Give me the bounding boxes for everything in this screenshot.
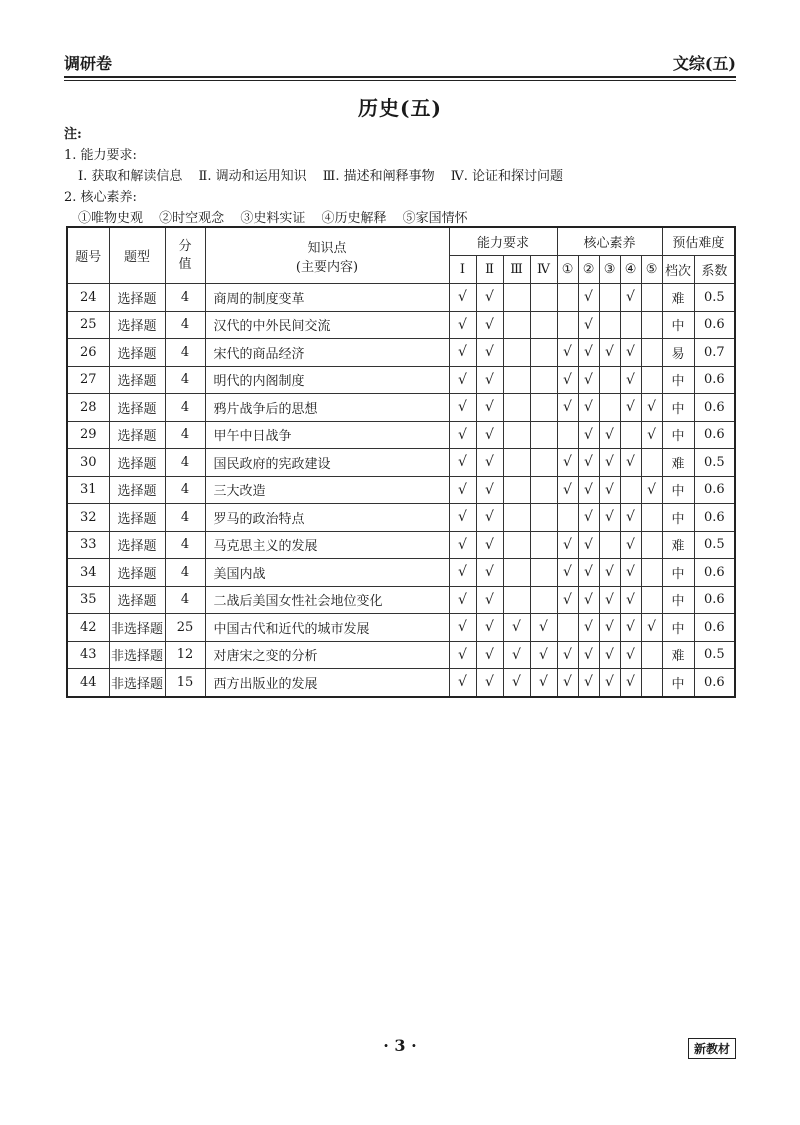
cell-number: 34: [67, 559, 109, 587]
cell-number: 44: [67, 669, 109, 697]
cell-ability-3: [503, 476, 530, 504]
cell-score: 4: [165, 449, 205, 477]
cell-type: 选择题: [109, 339, 165, 367]
cell-coef: 0.6: [694, 311, 735, 339]
cell-ability-3: [503, 339, 530, 367]
cell-type: 选择题: [109, 476, 165, 504]
col-literacy-1: ①: [557, 256, 578, 284]
cell-literacy-5: [641, 559, 662, 587]
col-score: [165, 227, 205, 284]
cell-ability-3: [503, 421, 530, 449]
cell-type: 选择题: [109, 311, 165, 339]
cell-literacy-4: [620, 476, 641, 504]
cell-ability-1: √: [449, 559, 476, 587]
cell-ability-2: √: [476, 614, 503, 642]
cell-score: 12: [165, 641, 205, 669]
cell-literacy-5: [641, 366, 662, 394]
cell-number: 27: [67, 366, 109, 394]
literacy-item: ②时空观念: [159, 211, 225, 226]
cell-ability-4: [530, 311, 557, 339]
cell-ability-1: √: [449, 669, 476, 697]
cell-literacy-5: [641, 311, 662, 339]
cell-ability-2: √: [476, 421, 503, 449]
cell-literacy-5: [641, 641, 662, 669]
cell-level: 中: [662, 504, 694, 532]
cell-topic: 明代的内阁制度: [205, 366, 449, 394]
cell-score: 4: [165, 339, 205, 367]
cell-topic: 甲午中日战争: [205, 421, 449, 449]
cell-literacy-2: √: [578, 366, 599, 394]
cell-ability-2: √: [476, 504, 503, 532]
cell-ability-4: [530, 394, 557, 422]
cell-ability-1: √: [449, 504, 476, 532]
cell-coef: 0.6: [694, 559, 735, 587]
cell-literacy-3: √: [599, 641, 620, 669]
cell-literacy-2: √: [578, 476, 599, 504]
cell-literacy-1: √: [557, 586, 578, 614]
cell-ability-1: √: [449, 641, 476, 669]
cell-ability-2: √: [476, 449, 503, 477]
literacy-item: ④历史解释: [321, 211, 387, 226]
col-literacy-group: 核心素养: [557, 227, 662, 256]
cell-coef: 0.6: [694, 476, 735, 504]
cell-ability-4: √: [530, 669, 557, 697]
cell-topic: 国民政府的宪政建设: [205, 449, 449, 477]
cell-literacy-3: [599, 394, 620, 422]
table-row: [67, 421, 735, 449]
header-row: [67, 227, 735, 256]
cell-literacy-1: √: [557, 339, 578, 367]
col-ability-1: Ⅰ: [449, 256, 476, 284]
table-row: [67, 559, 735, 587]
cell-ability-2: √: [476, 641, 503, 669]
cell-ability-1: √: [449, 531, 476, 559]
cell-literacy-3: [599, 531, 620, 559]
cell-ability-1: √: [449, 284, 476, 312]
col-ability-4: Ⅳ: [530, 256, 557, 284]
cell-ability-2: √: [476, 311, 503, 339]
cell-topic: 西方出版业的发展: [205, 669, 449, 697]
cell-number: 31: [67, 476, 109, 504]
col-score-label: 分值: [178, 238, 192, 272]
header-rule-thin: [64, 80, 736, 81]
cell-literacy-3: √: [599, 504, 620, 532]
page-header: [64, 48, 736, 74]
col-knowledge: [205, 227, 449, 284]
cell-literacy-1: [557, 614, 578, 642]
cell-topic: 鸦片战争后的思想: [205, 394, 449, 422]
cell-literacy-1: √: [557, 531, 578, 559]
cell-number: 42: [67, 614, 109, 642]
cell-topic: 对唐宋之变的分析: [205, 641, 449, 669]
cell-ability-3: [503, 559, 530, 587]
col-number: 题号: [67, 227, 109, 284]
cell-score: 25: [165, 614, 205, 642]
cell-level: 难: [662, 449, 694, 477]
cell-topic: 马克思主义的发展: [205, 531, 449, 559]
cell-literacy-4: √: [620, 559, 641, 587]
cell-level: 难: [662, 531, 694, 559]
cell-ability-1: √: [449, 586, 476, 614]
cell-literacy-5: √: [641, 476, 662, 504]
cell-level: 中: [662, 476, 694, 504]
cell-literacy-1: [557, 504, 578, 532]
cell-literacy-5: [641, 284, 662, 312]
cell-number: 26: [67, 339, 109, 367]
cell-ability-2: √: [476, 559, 503, 587]
cell-literacy-3: [599, 311, 620, 339]
cell-level: 中: [662, 614, 694, 642]
table-row: [67, 504, 735, 532]
cell-ability-4: [530, 504, 557, 532]
edition-badge: 新教材: [688, 1038, 736, 1059]
cell-literacy-5: [641, 669, 662, 697]
cell-literacy-2: √: [578, 311, 599, 339]
cell-literacy-3: [599, 366, 620, 394]
table-row: [67, 366, 735, 394]
header-rule: [64, 76, 736, 78]
cell-literacy-5: √: [641, 421, 662, 449]
cell-coef: 0.6: [694, 366, 735, 394]
cell-type: 选择题: [109, 284, 165, 312]
notes-section: [64, 124, 575, 229]
cell-literacy-1: [557, 311, 578, 339]
cell-level: 中: [662, 586, 694, 614]
cell-literacy-5: [641, 531, 662, 559]
cell-level: 易: [662, 339, 694, 367]
cell-literacy-3: √: [599, 614, 620, 642]
page-number: · 3 ·: [383, 1036, 417, 1055]
cell-topic: 二战后美国女性社会地位变化: [205, 586, 449, 614]
table-row: [67, 339, 735, 367]
col-knowledge-label: 知识点: [307, 240, 347, 256]
cell-ability-3: [503, 284, 530, 312]
cell-ability-3: [503, 366, 530, 394]
cell-ability-1: √: [449, 421, 476, 449]
cell-number: 28: [67, 394, 109, 422]
cell-coef: 0.6: [694, 421, 735, 449]
cell-number: 32: [67, 504, 109, 532]
cell-coef: 0.6: [694, 586, 735, 614]
cell-type: 非选择题: [109, 641, 165, 669]
cell-literacy-3: √: [599, 339, 620, 367]
cell-literacy-5: [641, 504, 662, 532]
cell-coef: 0.6: [694, 394, 735, 422]
cell-coef: 0.6: [694, 504, 735, 532]
cell-number: 24: [67, 284, 109, 312]
cell-type: 选择题: [109, 531, 165, 559]
table-body: [67, 284, 735, 697]
cell-level: 中: [662, 394, 694, 422]
cell-ability-2: √: [476, 476, 503, 504]
cell-ability-3: [503, 311, 530, 339]
table-row: [67, 641, 735, 669]
cell-literacy-3: √: [599, 476, 620, 504]
cell-level: 中: [662, 559, 694, 587]
cell-literacy-1: √: [557, 641, 578, 669]
cell-score: 4: [165, 586, 205, 614]
cell-literacy-4: √: [620, 669, 641, 697]
table-row: [67, 394, 735, 422]
ability-item: Ⅳ. 论证和探讨问题: [450, 169, 564, 184]
cell-ability-1: √: [449, 449, 476, 477]
table-row: [67, 476, 735, 504]
ability-list: [64, 166, 575, 187]
cell-ability-3: [503, 531, 530, 559]
col-difficulty-group: 预估难度: [662, 227, 735, 256]
cell-ability-4: [530, 476, 557, 504]
cell-literacy-4: √: [620, 394, 641, 422]
cell-ability-4: [530, 421, 557, 449]
cell-ability-4: [530, 531, 557, 559]
cell-ability-4: [530, 449, 557, 477]
cell-ability-3: √: [503, 641, 530, 669]
cell-ability-3: √: [503, 669, 530, 697]
cell-topic: 宋代的商品经济: [205, 339, 449, 367]
cell-number: 43: [67, 641, 109, 669]
cell-ability-3: [503, 586, 530, 614]
cell-type: 选择题: [109, 421, 165, 449]
cell-literacy-1: [557, 421, 578, 449]
cell-number: 29: [67, 421, 109, 449]
cell-coef: 0.6: [694, 669, 735, 697]
cell-literacy-2: √: [578, 421, 599, 449]
notes-label: 注:: [64, 127, 82, 142]
cell-literacy-4: [620, 421, 641, 449]
cell-ability-3: [503, 504, 530, 532]
cell-literacy-2: √: [578, 449, 599, 477]
cell-ability-1: √: [449, 311, 476, 339]
cell-literacy-5: √: [641, 394, 662, 422]
cell-score: 4: [165, 559, 205, 587]
cell-literacy-3: √: [599, 421, 620, 449]
cell-ability-3: [503, 449, 530, 477]
cell-literacy-2: √: [578, 559, 599, 587]
cell-topic: 商周的制度变革: [205, 284, 449, 312]
cell-literacy-4: √: [620, 339, 641, 367]
cell-literacy-2: √: [578, 531, 599, 559]
literacy-item: ⑤家国情怀: [402, 211, 468, 226]
cell-type: 选择题: [109, 366, 165, 394]
cell-number: 33: [67, 531, 109, 559]
col-type: 题型: [109, 227, 165, 284]
cell-type: 非选择题: [109, 614, 165, 642]
cell-score: 4: [165, 421, 205, 449]
cell-coef: 0.5: [694, 531, 735, 559]
table-row: [67, 531, 735, 559]
cell-literacy-2: √: [578, 284, 599, 312]
cell-coef: 0.7: [694, 339, 735, 367]
cell-ability-2: √: [476, 394, 503, 422]
cell-literacy-4: √: [620, 531, 641, 559]
ability-heading: 1. 能力要求:: [64, 148, 137, 163]
cell-ability-4: √: [530, 641, 557, 669]
cell-literacy-2: √: [578, 339, 599, 367]
cell-literacy-4: √: [620, 366, 641, 394]
cell-number: 30: [67, 449, 109, 477]
cell-number: 35: [67, 586, 109, 614]
cell-level: 中: [662, 421, 694, 449]
cell-literacy-1: √: [557, 476, 578, 504]
cell-ability-4: [530, 366, 557, 394]
literacy-item: ③史料实证: [240, 211, 306, 226]
cell-literacy-4: [620, 311, 641, 339]
cell-number: 25: [67, 311, 109, 339]
header-right: 文综(五): [672, 54, 736, 73]
col-ability-3: Ⅲ: [503, 256, 530, 284]
cell-ability-4: [530, 559, 557, 587]
col-literacy-2: ②: [578, 256, 599, 284]
cell-ability-1: √: [449, 339, 476, 367]
cell-topic: 三大改造: [205, 476, 449, 504]
cell-ability-1: √: [449, 366, 476, 394]
cell-coef: 0.5: [694, 641, 735, 669]
cell-literacy-5: [641, 586, 662, 614]
cell-ability-1: √: [449, 614, 476, 642]
table-row: [67, 449, 735, 477]
cell-score: 4: [165, 394, 205, 422]
cell-ability-4: √: [530, 614, 557, 642]
cell-ability-2: √: [476, 586, 503, 614]
cell-literacy-4: √: [620, 449, 641, 477]
cell-literacy-4: √: [620, 504, 641, 532]
cell-literacy-1: √: [557, 669, 578, 697]
cell-ability-4: [530, 339, 557, 367]
cell-score: 4: [165, 366, 205, 394]
cell-ability-2: √: [476, 669, 503, 697]
cell-literacy-4: √: [620, 641, 641, 669]
col-knowledge-sub: (主要内容): [295, 259, 359, 275]
page-title: 历史(五): [358, 96, 442, 120]
cell-literacy-1: √: [557, 394, 578, 422]
cell-ability-4: [530, 284, 557, 312]
cell-literacy-1: √: [557, 366, 578, 394]
table-row: [67, 586, 735, 614]
cell-ability-1: √: [449, 476, 476, 504]
col-literacy-3: ③: [599, 256, 620, 284]
col-ability-2: Ⅱ: [476, 256, 503, 284]
cell-literacy-1: √: [557, 559, 578, 587]
literacy-item: ①唯物史观: [78, 211, 144, 226]
cell-type: 选择题: [109, 504, 165, 532]
ability-item: Ⅰ. 获取和解读信息: [78, 169, 183, 184]
table-row: [67, 284, 735, 312]
cell-ability-2: √: [476, 339, 503, 367]
cell-score: 4: [165, 311, 205, 339]
table-row: [67, 311, 735, 339]
cell-type: 选择题: [109, 586, 165, 614]
cell-literacy-3: √: [599, 586, 620, 614]
cell-level: 中: [662, 366, 694, 394]
cell-literacy-2: √: [578, 504, 599, 532]
header-left: 调研卷: [64, 54, 113, 73]
cell-ability-3: √: [503, 614, 530, 642]
cell-score: 4: [165, 476, 205, 504]
cell-literacy-5: √: [641, 614, 662, 642]
cell-literacy-5: [641, 339, 662, 367]
cell-literacy-3: √: [599, 669, 620, 697]
table-row: [67, 669, 735, 697]
cell-literacy-3: √: [599, 449, 620, 477]
cell-type: 选择题: [109, 449, 165, 477]
cell-literacy-3: √: [599, 559, 620, 587]
cell-ability-2: √: [476, 284, 503, 312]
cell-score: 15: [165, 669, 205, 697]
cell-score: 4: [165, 284, 205, 312]
cell-literacy-4: √: [620, 284, 641, 312]
cell-coef: 0.6: [694, 614, 735, 642]
cell-topic: 中国古代和近代的城市发展: [205, 614, 449, 642]
cell-type: 非选择题: [109, 669, 165, 697]
cell-topic: 罗马的政治特点: [205, 504, 449, 532]
cell-ability-4: [530, 586, 557, 614]
cell-literacy-2: √: [578, 669, 599, 697]
cell-literacy-5: [641, 449, 662, 477]
cell-level: 难: [662, 641, 694, 669]
cell-type: 选择题: [109, 394, 165, 422]
cell-ability-1: √: [449, 394, 476, 422]
cell-literacy-2: √: [578, 641, 599, 669]
cell-coef: 0.5: [694, 284, 735, 312]
cell-literacy-4: √: [620, 614, 641, 642]
col-ability-group: 能力要求: [449, 227, 557, 256]
cell-level: 中: [662, 669, 694, 697]
cell-type: 选择题: [109, 559, 165, 587]
cell-level: 难: [662, 284, 694, 312]
cell-literacy-2: √: [578, 394, 599, 422]
col-literacy-4: ④: [620, 256, 641, 284]
cell-level: 中: [662, 311, 694, 339]
literacy-heading: 2. 核心素养:: [64, 190, 137, 205]
cell-literacy-2: √: [578, 614, 599, 642]
col-coef: 系数: [694, 256, 735, 284]
ability-item: Ⅲ. 描述和阐释事物: [322, 169, 435, 184]
cell-score: 4: [165, 504, 205, 532]
cell-coef: 0.5: [694, 449, 735, 477]
cell-literacy-1: √: [557, 449, 578, 477]
col-level: 档次: [662, 256, 694, 284]
table-row: [67, 614, 735, 642]
cell-score: 4: [165, 531, 205, 559]
cell-literacy-3: [599, 284, 620, 312]
ability-item: Ⅱ. 调动和运用知识: [198, 169, 307, 184]
cell-ability-2: √: [476, 366, 503, 394]
cell-literacy-4: √: [620, 586, 641, 614]
cell-ability-2: √: [476, 531, 503, 559]
col-literacy-5: ⑤: [641, 256, 662, 284]
cell-literacy-1: [557, 284, 578, 312]
cell-topic: 美国内战: [205, 559, 449, 587]
cell-topic: 汉代的中外民间交流: [205, 311, 449, 339]
question-spec-table: [66, 226, 736, 698]
cell-ability-3: [503, 394, 530, 422]
cell-literacy-2: √: [578, 586, 599, 614]
